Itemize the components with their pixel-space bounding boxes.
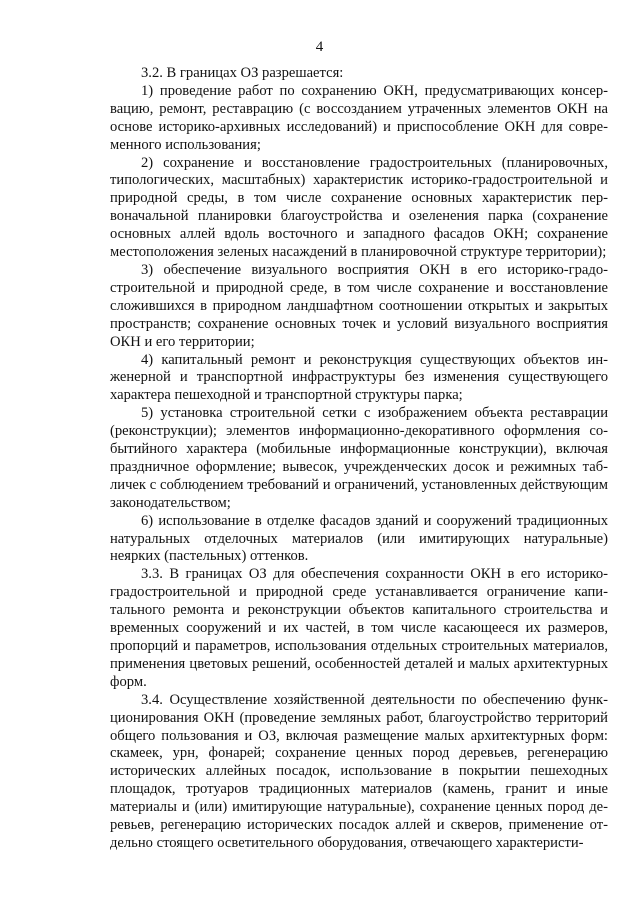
paragraph-item-3: 3) обеспечение визуального восприятия ОКН в его историко-градостроительной и природной среде, в том числе сохранение и восстановление сложившихся в природном ландшафтном соотношении открытых и закрытых пространств; сохранение основных точек и условий визуального восприятия ОКН и его территории;: [110, 261, 608, 350]
paragraph-3-4: 3.4. Осуществление хозяйственной деятельности по обеспечению функционирования ОКН (проведение земляных работ, благоустройство территорий общего пользования и ОЗ, включая размещение малых архитектурных форм: скамеек, урн, фонарей; сохранение ценных пород деревьев, регенерацию исторических аллейных посадок, использование в покрытии пешеходных площадок, тротуаров традиционных материалов (камень, гранит и иные материалы и (или) имитирующие натуральные), сохранение ценных пород деревьев, регенерацию исторических посадок аллей и скверов, применение отдельно стоящего осветительного оборудования, отвечающего характеристи-: [110, 691, 608, 851]
paragraph-item-5: 5) установка строительной сетки с изображением объекта реставрации (реконструкции); элементов информационно-декоративного оформления событийного характера (мобильные информационные конструкции), включая праздничное оформление; вывесок, учрежденческих досок и режимных табличек с соблюдением требований и ограничений, установленных действующим законодательством;: [110, 405, 608, 511]
document-body: [110, 65, 608, 853]
paragraph-item-6: 6) использование в отделке фасадов зданий и сооружений традиционных натуральных отделочных материалов (или имитирующих натуральные) неярких (пастельных) оттенков.: [110, 512, 608, 565]
paragraph-item-4: 4) капитальный ремонт и реконструкция существующих объектов инженерной и транспортной инфраструктуры без изменения существующего характера пешеходной и транспортной структуры парка;: [110, 351, 608, 404]
paragraph-item-1: 1) проведение работ по сохранению ОКН, предусматривающих консервацию, ремонт, реставрацию (с воссозданием утраченных элементов ОКН на основе историко-архивных исследований) и приспособление ОКН для современного использования;: [110, 82, 608, 153]
paragraph-3-2-heading: 3.2. В границах ОЗ разрешается:: [141, 65, 344, 81]
page-number: 4: [315, 39, 324, 55]
page-bottom-edge: [0, 883, 639, 905]
paragraph-3-3: 3.3. В границах ОЗ для обеспечения сохранности ОКН в его историко-градостроительной и природной среде устанавливается ограничение капитального ремонта и реконструкции объектов капитального строительства и временных сооружений и их частей, в том числе касающееся их размеров, пропорций и параметров, использования отдельных строительных материалов, применения цветовых решений, особенностей деталей и малых архитектурных форм.: [110, 566, 608, 690]
paragraph-item-2: 2) сохранение и восстановление градостроительных (планировочных, типологических, масштабных) характеристик историко-градостроительной и природной среды, в том числе сохранение основных характеристик первоначальной планировки благоустройства и озеленения парка (сохранение основных аллей вдоль восточного и западного фасадов ОКН; сохранение местоположения зеленых насаждений в планировочной структуре территории);: [110, 154, 608, 261]
